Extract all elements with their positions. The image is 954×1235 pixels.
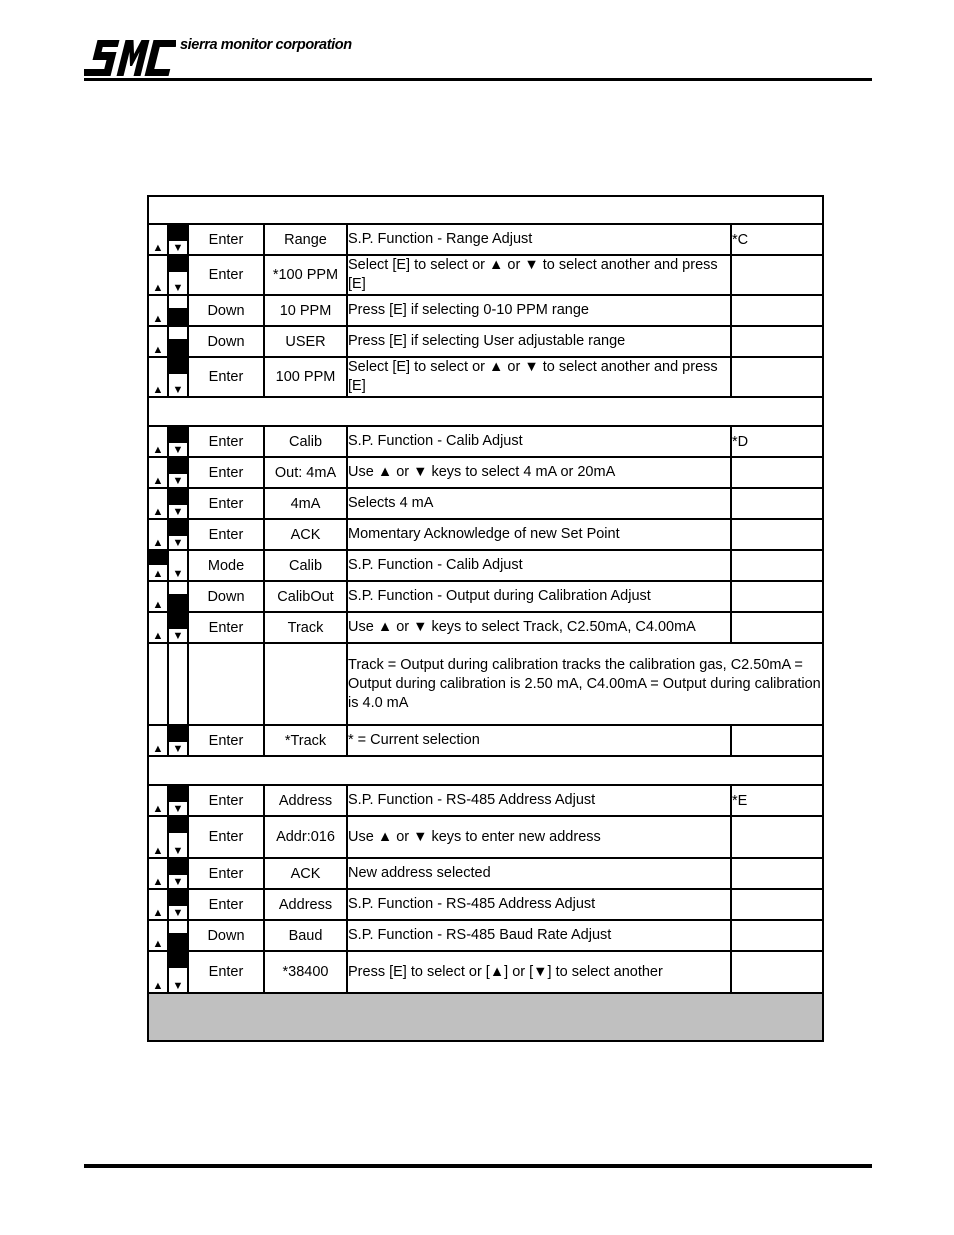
note-cell: *E (731, 785, 823, 816)
up-key-cell (148, 785, 168, 816)
down-arrow-icon: ▼ (172, 537, 184, 549)
table-row (148, 889, 823, 920)
key-press-cell: Enter (188, 488, 264, 519)
table-row (148, 920, 823, 951)
table-row (148, 357, 823, 397)
key-press-cell: Enter (188, 889, 264, 920)
down-key-cell (168, 816, 188, 858)
table-footer-row (148, 993, 823, 1041)
display-cell: Calib (264, 426, 347, 457)
note-cell (731, 581, 823, 612)
down-arrow-icon: ▼ (172, 242, 184, 254)
up-arrow-icon: ▲ (152, 630, 164, 642)
empty-cell (188, 643, 264, 725)
note-cell (731, 326, 823, 357)
footer-rule (84, 1164, 872, 1168)
empty-cell (168, 643, 188, 725)
up-key-cell (148, 326, 168, 357)
description-cell: S.P. Function - Range Adjust (347, 224, 731, 255)
company-name: sierra monitor corporation (180, 37, 352, 53)
down-arrow-icon: ▼ (172, 444, 184, 456)
down-arrow-icon: ▼ (172, 907, 184, 919)
up-key-cell (148, 488, 168, 519)
up-arrow-icon: ▲ (152, 876, 164, 888)
note-cell (731, 357, 823, 397)
section-header (148, 756, 823, 785)
table-row (148, 725, 823, 756)
description-cell: Momentary Acknowledge of new Set Point (347, 519, 731, 550)
up-key-cell (148, 612, 168, 643)
down-arrow-icon: ▼ (172, 743, 184, 755)
down-arrow-icon: ▼ (172, 384, 184, 396)
smc-logo (84, 38, 176, 78)
down-arrow-icon: ▼ (172, 599, 184, 611)
description-cell: Select [E] to select or ▲ or ▼ to select another and press [E] (347, 255, 731, 295)
empty-cell (148, 643, 168, 725)
down-arrow-icon: ▼ (172, 313, 184, 325)
table-row (148, 612, 823, 643)
page-header (84, 36, 872, 82)
section-header (148, 397, 823, 426)
display-cell: ACK (264, 519, 347, 550)
display-cell: Track (264, 612, 347, 643)
key-press-cell: Enter (188, 785, 264, 816)
down-key-cell (168, 785, 188, 816)
up-arrow-icon: ▲ (152, 743, 164, 755)
up-arrow-icon: ▲ (152, 444, 164, 456)
description-cell: Selects 4 mA (347, 488, 731, 519)
description-cell: S.P. Function - Output during Calibration Adjust (347, 581, 731, 612)
key-press-cell: Enter (188, 224, 264, 255)
note-cell (731, 488, 823, 519)
down-arrow-icon: ▼ (172, 845, 184, 857)
up-arrow-icon: ▲ (152, 568, 164, 580)
up-key-cell (148, 858, 168, 889)
down-key-cell (168, 255, 188, 295)
table-row (148, 519, 823, 550)
display-cell: 100 PPM (264, 357, 347, 397)
down-arrow-icon: ▼ (172, 938, 184, 950)
explanation-row (148, 643, 823, 725)
up-arrow-icon: ▲ (152, 344, 164, 356)
down-key-cell (168, 457, 188, 488)
table-row (148, 326, 823, 357)
table-row (148, 224, 823, 255)
down-key-cell (168, 550, 188, 581)
display-cell: USER (264, 326, 347, 357)
key-press-cell: Enter (188, 255, 264, 295)
up-key-cell (148, 426, 168, 457)
up-arrow-icon: ▲ (152, 242, 164, 254)
table-row (148, 951, 823, 993)
down-key-cell (168, 725, 188, 756)
up-key-cell (148, 951, 168, 993)
description-cell: Use ▲ or ▼ keys to select 4 mA or 20mA (347, 457, 731, 488)
description-cell: Use ▲ or ▼ keys to select Track, C2.50mA, C4.00mA (347, 612, 731, 643)
empty-cell (264, 643, 347, 725)
description-cell: S.P. Function - RS-485 Baud Rate Adjust (347, 920, 731, 951)
down-arrow-icon: ▼ (172, 475, 184, 487)
down-key-cell (168, 224, 188, 255)
down-key-cell (168, 889, 188, 920)
up-arrow-icon: ▲ (152, 845, 164, 857)
down-key-cell (168, 357, 188, 397)
up-key-cell (148, 581, 168, 612)
up-key-cell (148, 550, 168, 581)
note-cell (731, 816, 823, 858)
up-key-cell (148, 295, 168, 326)
down-arrow-icon: ▼ (172, 344, 184, 356)
explanation-text: Track = Output during calibration tracks the calibration gas, C2.50mA = Output during calibration is 2.50 mA, C4.00mA = Output during calibration is 4.0 mA (347, 643, 823, 725)
table-row (148, 816, 823, 858)
description-cell: Select [E] to select or ▲ or ▼ to select another and press [E] (347, 357, 731, 397)
description-cell: Press [E] if selecting User adjustable range (347, 326, 731, 357)
key-press-cell: Down (188, 295, 264, 326)
display-cell: ACK (264, 858, 347, 889)
display-cell: Calib (264, 550, 347, 581)
description-cell: S.P. Function - Calib Adjust (347, 426, 731, 457)
key-press-cell: Down (188, 920, 264, 951)
table-row (148, 550, 823, 581)
note-cell (731, 550, 823, 581)
key-press-cell: Mode (188, 550, 264, 581)
key-press-cell: Enter (188, 612, 264, 643)
down-arrow-icon: ▼ (172, 568, 184, 580)
section-header (148, 196, 823, 224)
display-cell: Range (264, 224, 347, 255)
procedure-table (147, 195, 824, 1042)
down-key-cell (168, 612, 188, 643)
display-cell: CalibOut (264, 581, 347, 612)
note-cell (731, 725, 823, 756)
display-cell: Baud (264, 920, 347, 951)
display-cell: *Track (264, 725, 347, 756)
up-arrow-icon: ▲ (152, 938, 164, 950)
table-footer (148, 993, 823, 1041)
up-arrow-icon: ▲ (152, 313, 164, 325)
display-cell: Addr:016 (264, 816, 347, 858)
key-press-cell: Enter (188, 858, 264, 889)
display-cell: Out: 4mA (264, 457, 347, 488)
down-arrow-icon: ▼ (172, 282, 184, 294)
display-cell: *100 PPM (264, 255, 347, 295)
up-arrow-icon: ▲ (152, 907, 164, 919)
table-row (148, 785, 823, 816)
note-cell (731, 920, 823, 951)
up-key-cell (148, 889, 168, 920)
key-press-cell: Enter (188, 426, 264, 457)
table-row (148, 488, 823, 519)
section-header-row (148, 397, 823, 426)
table-row (148, 255, 823, 295)
up-arrow-icon: ▲ (152, 980, 164, 992)
key-press-cell: Enter (188, 725, 264, 756)
description-cell: S.P. Function - RS-485 Address Adjust (347, 785, 731, 816)
down-arrow-icon: ▼ (172, 980, 184, 992)
description-cell: Use ▲ or ▼ keys to enter new address (347, 816, 731, 858)
description-cell: * = Current selection (347, 725, 731, 756)
note-cell (731, 889, 823, 920)
section-header-row (148, 756, 823, 785)
up-arrow-icon: ▲ (152, 506, 164, 518)
up-key-cell (148, 725, 168, 756)
note-cell (731, 457, 823, 488)
key-press-cell: Down (188, 326, 264, 357)
key-press-cell: Enter (188, 816, 264, 858)
key-press-cell: Enter (188, 357, 264, 397)
down-key-cell (168, 858, 188, 889)
table-row (148, 581, 823, 612)
key-press-cell: Down (188, 581, 264, 612)
note-cell (731, 612, 823, 643)
down-arrow-icon: ▼ (172, 876, 184, 888)
note-cell: *D (731, 426, 823, 457)
down-arrow-icon: ▼ (172, 506, 184, 518)
header-rule (84, 78, 872, 81)
description-cell: S.P. Function - Calib Adjust (347, 550, 731, 581)
up-key-cell (148, 920, 168, 951)
up-arrow-icon: ▲ (152, 282, 164, 294)
up-arrow-icon: ▲ (152, 475, 164, 487)
up-key-cell (148, 224, 168, 255)
up-key-cell (148, 519, 168, 550)
up-key-cell (148, 816, 168, 858)
note-cell: *C (731, 224, 823, 255)
display-cell: Address (264, 785, 347, 816)
down-key-cell (168, 581, 188, 612)
up-arrow-icon: ▲ (152, 384, 164, 396)
up-arrow-icon: ▲ (152, 537, 164, 549)
note-cell (731, 858, 823, 889)
up-arrow-icon: ▲ (152, 599, 164, 611)
display-cell: Address (264, 889, 347, 920)
down-arrow-icon: ▼ (172, 803, 184, 815)
down-arrow-icon: ▼ (172, 630, 184, 642)
down-key-cell (168, 326, 188, 357)
down-key-cell (168, 426, 188, 457)
down-key-cell (168, 519, 188, 550)
down-key-cell (168, 920, 188, 951)
up-key-cell (148, 457, 168, 488)
up-key-cell (148, 357, 168, 397)
description-cell: Press [E] to select or [▲] or [▼] to select another (347, 951, 731, 993)
down-key-cell (168, 488, 188, 519)
key-press-cell: Enter (188, 951, 264, 993)
description-cell: S.P. Function - RS-485 Address Adjust (347, 889, 731, 920)
note-cell (731, 255, 823, 295)
display-cell: 4mA (264, 488, 347, 519)
display-cell: *38400 (264, 951, 347, 993)
up-key-cell (148, 255, 168, 295)
description-cell: New address selected (347, 858, 731, 889)
note-cell (731, 951, 823, 993)
key-press-cell: Enter (188, 519, 264, 550)
down-key-cell (168, 295, 188, 326)
table-row (148, 457, 823, 488)
section-header-row (148, 196, 823, 224)
key-press-cell: Enter (188, 457, 264, 488)
table-row (148, 295, 823, 326)
table-row (148, 426, 823, 457)
note-cell (731, 519, 823, 550)
description-cell: Press [E] if selecting 0-10 PPM range (347, 295, 731, 326)
note-cell (731, 295, 823, 326)
table-row (148, 858, 823, 889)
down-key-cell (168, 951, 188, 993)
up-arrow-icon: ▲ (152, 803, 164, 815)
display-cell: 10 PPM (264, 295, 347, 326)
